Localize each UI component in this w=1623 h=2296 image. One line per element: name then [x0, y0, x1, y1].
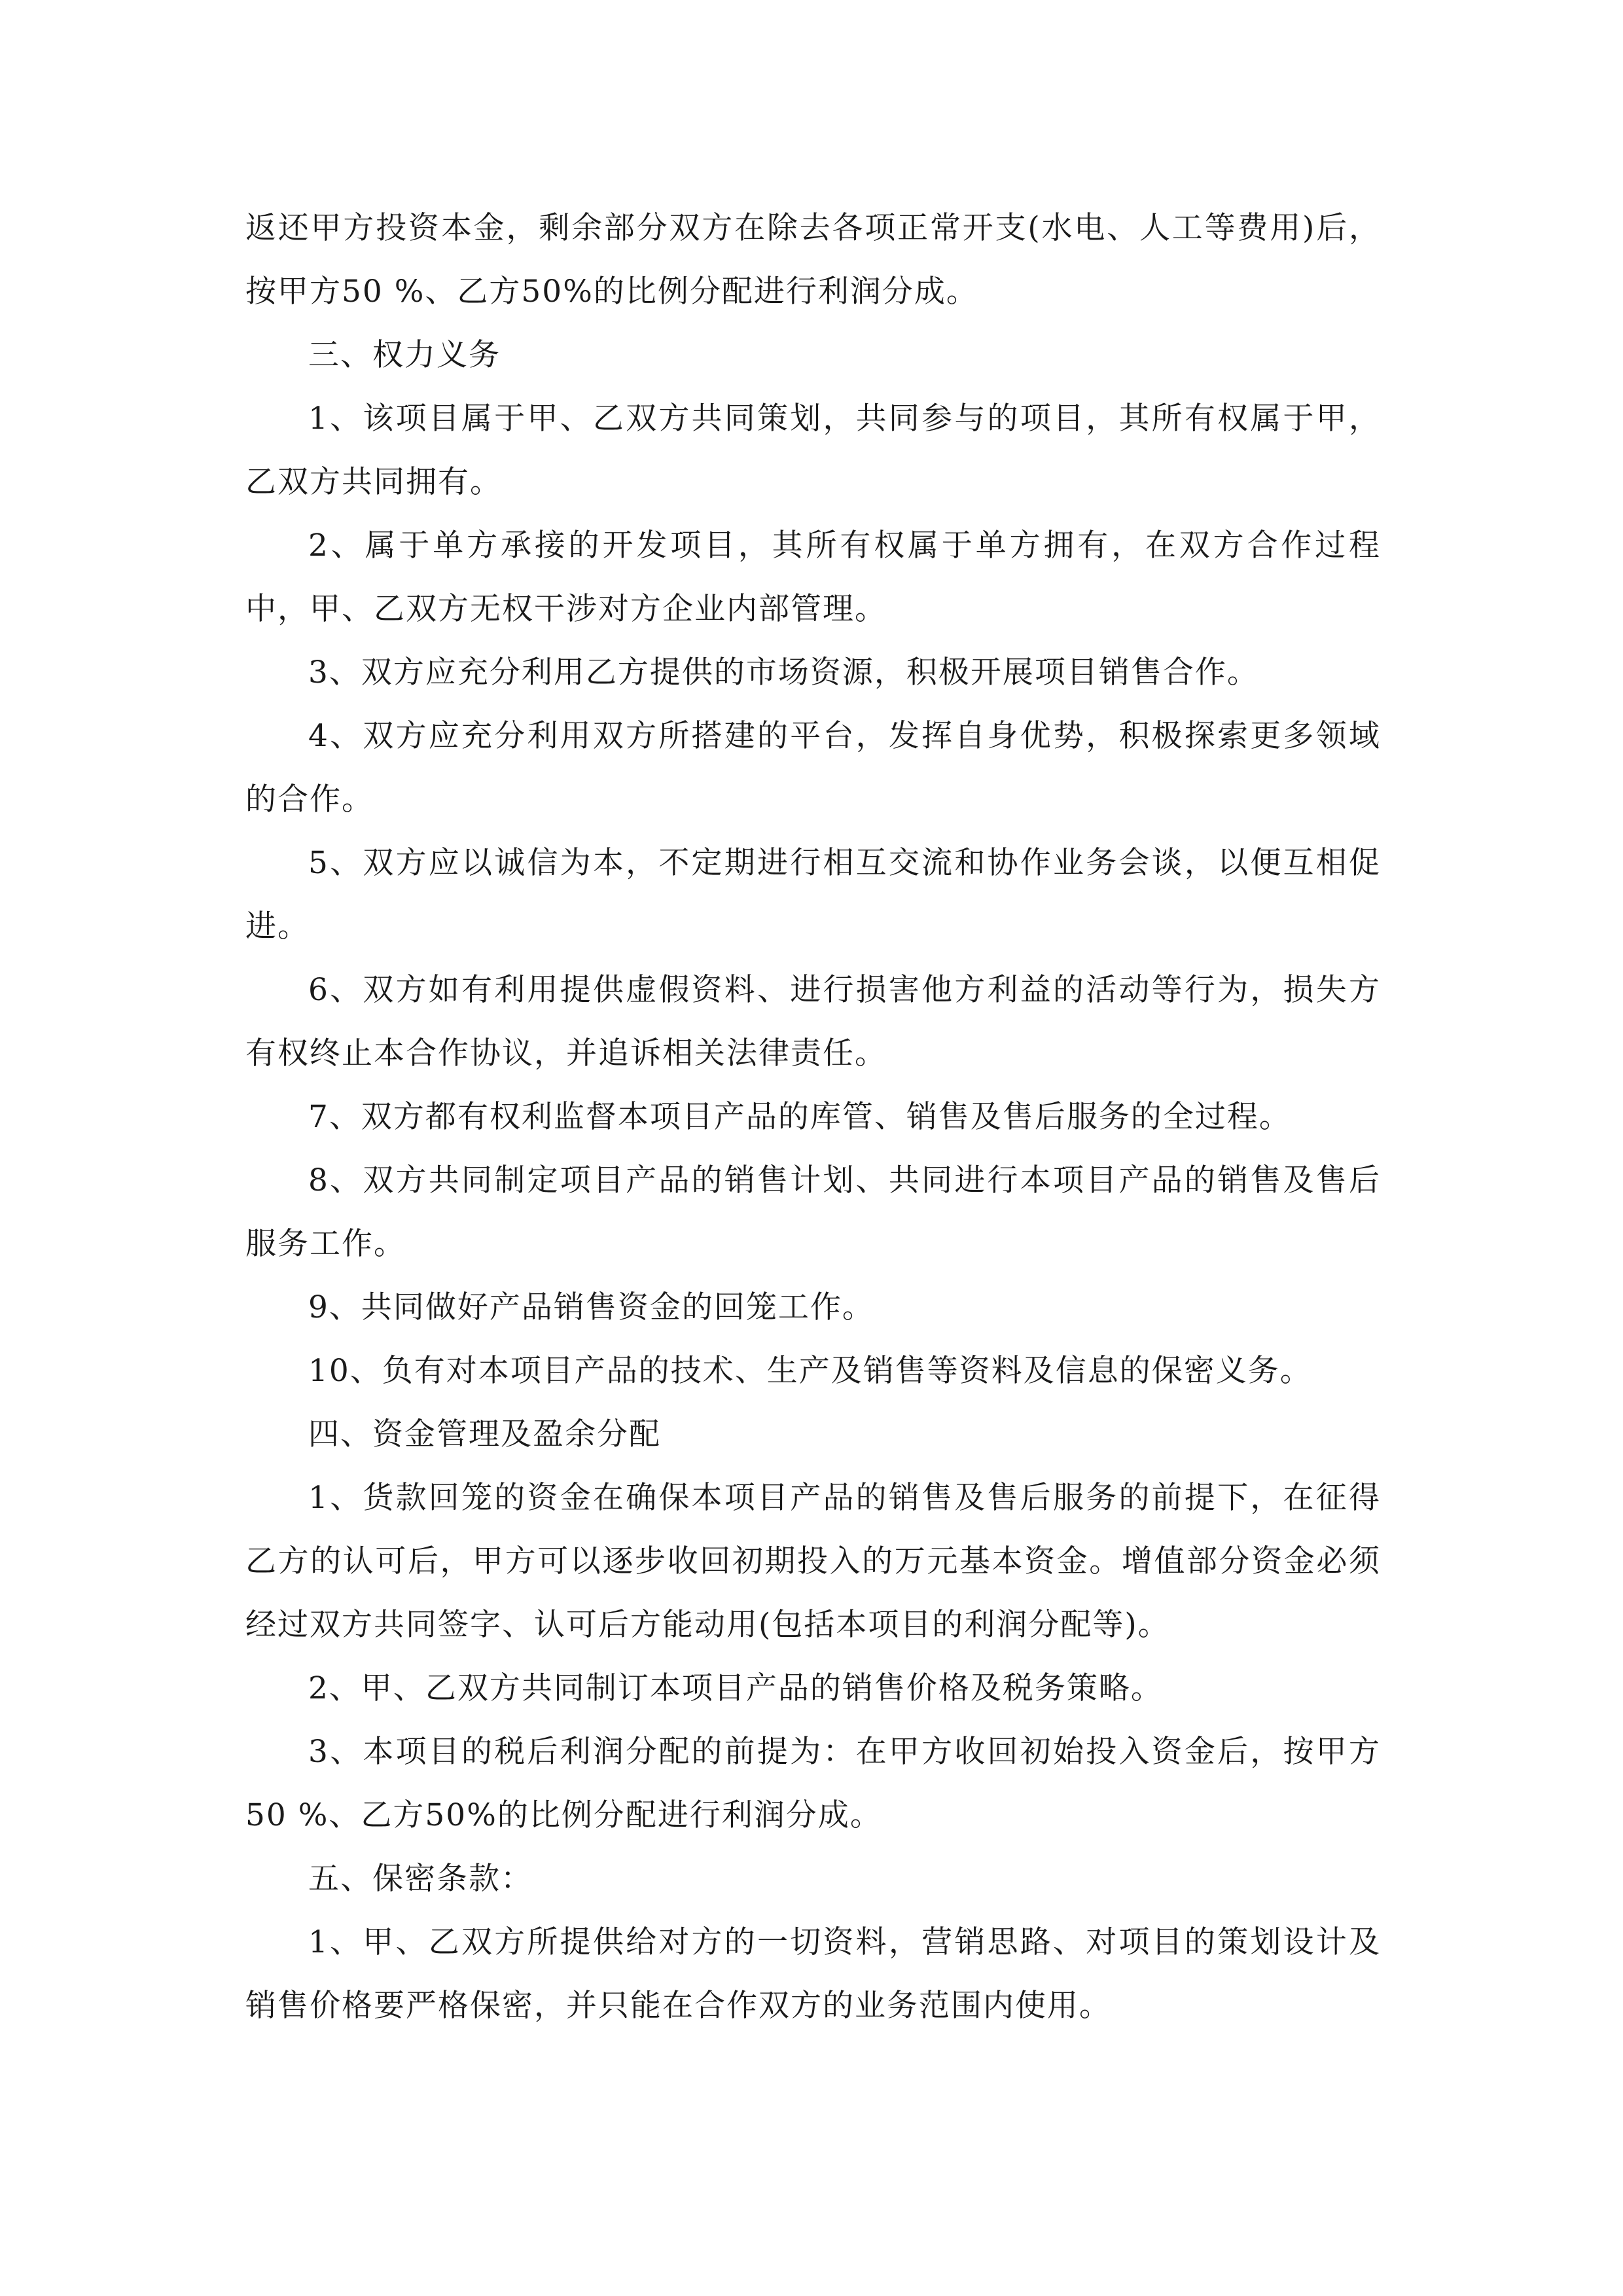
- clause-3-4: 4、双方应充分利用双方所搭建的平台，发挥自身优势，积极探索更多领域的合作。: [245, 718, 1381, 817]
- clause-3-7: 7、双方都有权利监督本项目产品的库管、销售及售后服务的全过程。: [308, 1099, 1291, 1135]
- document-body: [245, 196, 1381, 2037]
- heading-fund-management: 四、资金管理及盈余分配: [308, 1416, 661, 1452]
- clause-4-2: 2、甲、乙双方共同制订本项目产品的销售价格及税务策略。: [308, 1670, 1163, 1706]
- clause-4-1: 1、货款回笼的资金在确保本项目产品的销售及售后服务的前提下，在征得乙方的认可后，甲方可以逐步收回初期投入的万元基本资金。增值部分资金必须经过双方共同签字、认可后方能动用(包括本项目的利润分配等)。: [245, 1480, 1381, 1643]
- clause-3-9: 9、共同做好产品销售资金的回笼工作。: [308, 1289, 874, 1325]
- clause-3-6: 6、双方如有利用提供虚假资料、进行损害他方利益的活动等行为，损失方有权终止本合作协议，并追诉相关法律责任。: [245, 972, 1381, 1071]
- clause-3-1: 1、该项目属于甲、乙双方共同策划，共同参与的项目，其所有权属于甲，乙双方共同拥有。: [245, 401, 1381, 500]
- clause-4-3: 3、本项目的税后利润分配的前提为：在甲方收回初始投入资金后，按甲方50 %、乙方50%的比例分配进行利润分成。: [245, 1734, 1381, 1833]
- clause-3-10: 10、负有对本项目产品的技术、生产及销售等资料及信息的保密义务。: [308, 1353, 1312, 1389]
- heading-rights-obligations: 三、权力义务: [308, 337, 501, 373]
- heading-confidentiality: 五、保密条款：: [308, 1861, 533, 1897]
- clause-3-5: 5、双方应以诚信为本，不定期进行相互交流和协作业务会谈，以便互相促进。: [245, 845, 1381, 944]
- clause-3-3: 3、双方应充分利用乙方提供的市场资源，积极开展项目销售合作。: [308, 655, 1259, 691]
- clause-3-2: 2、属于单方承接的开发项目，其所有权属于单方拥有，在双方合作过程中，甲、乙双方无权干涉对方企业内部管理。: [245, 528, 1381, 627]
- clause-5-1: 1、甲、乙双方所提供给对方的一切资料，营销思路、对项目的策划设计及销售价格要严格保密，并只能在合作双方的业务范围内使用。: [245, 1924, 1381, 2024]
- paragraph-profit-return: 返还甲方投资本金，剩余部分双方在除去各项正常开支(水电、人工等费用)后，按甲方50 %、乙方50%的比例分配进行利润分成。: [245, 210, 1381, 310]
- clause-3-8: 8、双方共同制定项目产品的销售计划、共同进行本项目产品的销售及售后服务工作。: [245, 1162, 1381, 1262]
